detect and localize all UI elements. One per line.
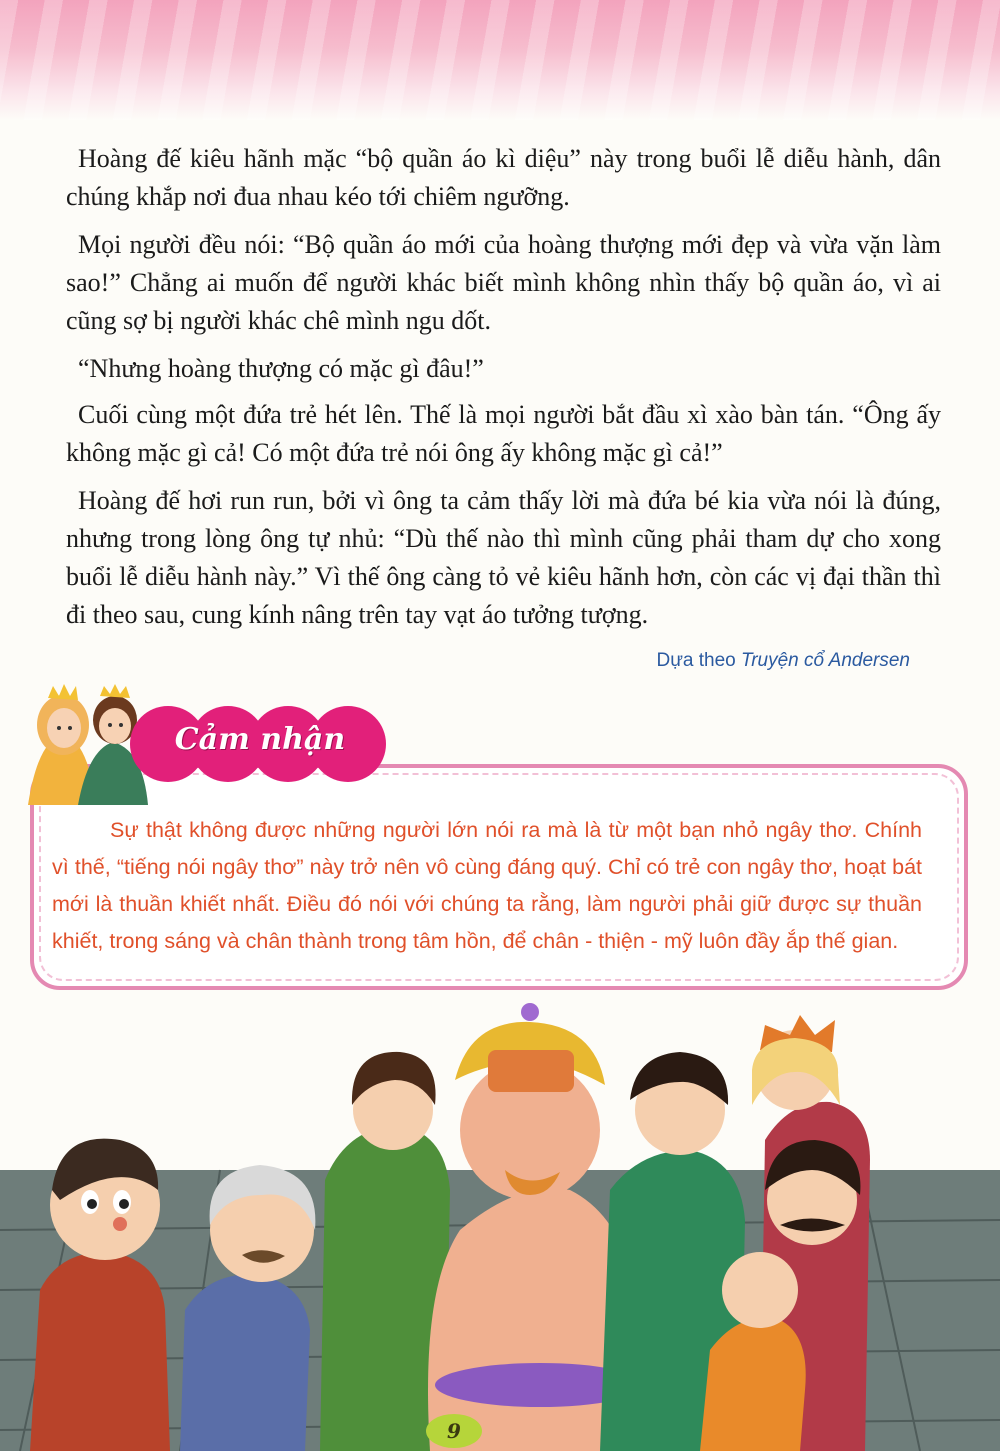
- credit-prefix: Dựa theo: [656, 650, 736, 671]
- reflection-text: Sự thật không được những người lớn nói ra mà là từ một bạn nhỏ ngây thơ. Chính vì thế, “tiếng nói ngây thơ” này trở nên vô cùng đáng quý. Chỉ có trẻ con ngây thơ, hoạt bát mới là thuần khiết nhất. Điều đó nói với chúng ta rằng, làm người phải giữ được sự thuần khiết, trong sáng và chân thành trong tâm hồn, để chân - thiện - mỹ luôn đầy ắp thế gian.: [52, 818, 922, 953]
- story-paragraph-5: Hoàng đế hơi run run, bởi vì ông ta cảm thấy lời mà đứa bé kia vừa nói là đúng, nhưng trong lòng ông tự nhủ: “Dù thế nào thì mình cũng phải tham dự cho xong buổi lễ diễu hành này.” Vì thế ông càng tỏ vẻ kiêu hãnh hơn, còn các vị đại thần thì đi theo sau, cung kính nâng trên tay vạt áo tưởng tượng.: [66, 486, 941, 629]
- reflection-box: [52, 812, 922, 960]
- story-paragraph-1: Hoàng đế kiêu hãnh mặc “bộ quần áo kì diệu” này trong buổi lễ diễu hành, dân chúng khắp nơi đua nhau kéo tới chiêm ngưỡng.: [66, 144, 941, 211]
- story-paragraph-2: Mọi người đều nói: “Bộ quần áo mới của hoàng thượng mới đẹp và vừa vặn làm sao!” Chẳng ai muốn để người khác biết mình không nhìn thấy bộ quần áo, vì ai cũng sợ bị người khác chê mình ngu dốt.: [66, 230, 941, 335]
- story-text: [66, 140, 941, 644]
- story-paragraph-3: “Nhưng hoàng thượng có mặc gì đâu!”: [78, 354, 484, 383]
- source-credit: [656, 650, 910, 672]
- story-paragraph-4: Cuối cùng một đứa trẻ hét lên. Thế là mọi người bắt đầu xì xào bàn tán. “Ông ấy không mặc gì cả! Có một đứa trẻ nói ông ấy không mặc gì cả!”: [66, 400, 941, 467]
- emperor-crowd-illustration: [0, 990, 1000, 1451]
- reflection-title-badge: [130, 706, 390, 782]
- reflection-title: Cảm nhận: [174, 722, 346, 757]
- page-number: 9: [426, 1414, 482, 1448]
- credit-source: Truyện cổ Andersen: [741, 650, 910, 671]
- header-decoration: [0, 0, 1000, 120]
